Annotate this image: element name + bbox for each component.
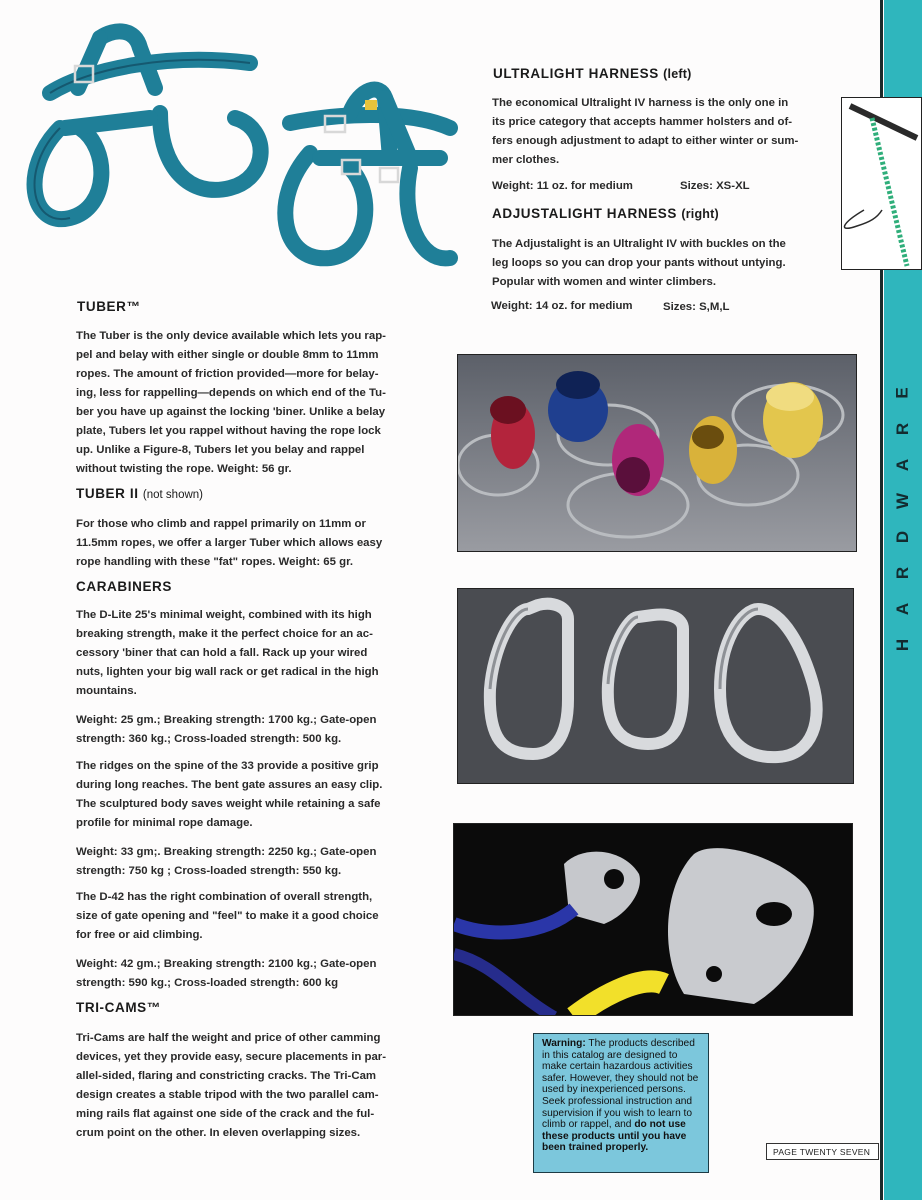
text-line: nuts, lighten your big wall rack or get radical in the high	[76, 666, 379, 678]
ultralight-weight: Weight: 11 oz. for medium	[492, 180, 633, 192]
text-line: design creates a stable tripod with the two parallel cam-	[76, 1089, 379, 1101]
text-line: strength: 750 kg ; Cross-loaded strength: 550 kg.	[76, 865, 342, 877]
text-line: fers enough adjustment to adapt to either winter or sum-	[492, 135, 799, 147]
adjustalight-description	[492, 235, 837, 292]
text-line: plate, Tubers let you rappel without having the rope lock	[76, 425, 381, 437]
carabiners-d42-description	[76, 888, 421, 945]
tuber2-heading	[76, 486, 203, 501]
text-line: The Tuber is the only device available which lets you rap-	[76, 330, 386, 342]
text-line: 11.5mm ropes, we offer a larger Tuber which allows easy	[76, 537, 383, 549]
text-line: without twisting the rope. Weight: 56 gr.	[76, 463, 292, 475]
tricams-heading: TRI-CAMS™	[76, 1000, 161, 1015]
section-letter: A	[893, 602, 912, 616]
text-line: Tri-Cams are half the weight and price of other camming	[76, 1032, 381, 1044]
tuber2-title: TUBER II	[76, 486, 139, 501]
text-line: cessory 'biner that can hold a fall. Rack up your wired	[76, 647, 368, 659]
text-line: ming rails flat against one side of the crack and the ful-	[76, 1108, 375, 1120]
ultralight-title-sub: (left)	[663, 67, 692, 81]
text-line: up. Unlike a Figure-8, Tubers let you belay and rappel	[76, 444, 365, 456]
text-line: allel-sided, flaring and constricting cracks. The Tri-Cam	[76, 1070, 377, 1082]
text-line: The sculptured body saves weight while retaining a safe	[76, 798, 381, 810]
warning-emphasis: do not use these products until you have been trained properly.	[542, 1119, 687, 1154]
carabiners-33-description	[76, 757, 421, 833]
section-letter: A	[893, 458, 912, 472]
tuber2-title-sub: (not shown)	[142, 489, 204, 501]
tricam-photo	[453, 823, 853, 1016]
adjustalight-sizes: Sizes: S,M,L	[663, 301, 730, 313]
section-label-hardware	[884, 375, 922, 663]
text-line: ing, less for rappelling—depends on which end of the Tu-	[76, 387, 386, 399]
text-line: mer clothes.	[492, 154, 560, 166]
harness-photo	[20, 18, 470, 288]
text-line: strength: 590 kg.; Cross-loaded strength: 600 kg	[76, 977, 339, 989]
carabiners-dlite25-specs	[76, 711, 421, 749]
text-line: The D-42 has the right combination of overall strength,	[76, 891, 373, 903]
tuber-description	[76, 327, 421, 479]
carabiners-heading: CARABINERS	[76, 579, 173, 594]
text-line: strength: 360 kg.; Cross-loaded strength: 500 kg.	[76, 733, 342, 745]
text-line: for free or aid climbing.	[76, 929, 203, 941]
text-line: rope handling with these "fat" ropes. Weight: 65 gr.	[76, 556, 354, 568]
ultralight-heading	[493, 66, 691, 81]
tuber-photo	[457, 354, 857, 552]
text-line: ropes. The amount of friction provided—more for belay-	[76, 368, 379, 380]
adjustalight-heading	[492, 206, 719, 221]
ultralight-description	[492, 94, 837, 170]
carabiners-dlite25-description	[76, 606, 421, 701]
text-line: The economical Ultralight IV harness is the only one in	[492, 97, 789, 109]
tuber-heading: TUBER™	[77, 299, 141, 314]
text-line: crum point on the other. In eleven overlapping sizes.	[76, 1127, 361, 1139]
text-line: The D-Lite 25's minimal weight, combined with its high	[76, 609, 372, 621]
text-line: For those who climb and rappel primarily on 11mm or	[76, 518, 366, 530]
carabiners-33-specs	[76, 843, 421, 881]
text-line: leg loops so you can drop your pants without untying.	[492, 257, 786, 269]
text-line: its price category that accepts hammer holsters and of-	[492, 116, 793, 128]
section-letter: E	[893, 387, 912, 399]
carabiner-photo	[457, 588, 854, 784]
text-line: The ridges on the spine of the 33 provide a positive grip	[76, 760, 379, 772]
text-line: pel and belay with either single or double 8mm to 11mm	[76, 349, 379, 361]
warning-text: The products described in this catalog are designed to make certain hazardous activities safer. However, they should not be used by inexperienced persons. Seek professional instruction and supervision if you wish to learn to climb or rappel, and	[542, 1038, 699, 1131]
ice-axe-image	[841, 97, 922, 270]
section-letter: H	[893, 638, 912, 652]
text-line: breaking strength, make it the perfect choice for an ac-	[76, 628, 373, 640]
tricams-description	[76, 1029, 421, 1143]
section-letter: R	[893, 422, 912, 436]
text-line: Weight: 33 gm;. Breaking strength: 2250 kg.; Gate-open	[76, 846, 377, 858]
page-number: PAGE TWENTY SEVEN	[766, 1143, 879, 1160]
text-line: ber you have up against the locking 'biner. Unlike a belay	[76, 406, 386, 418]
text-line: size of gate opening and "feel" to make it a good choice	[76, 910, 379, 922]
text-line: Weight: 25 gm.; Breaking strength: 1700 kg.; Gate-open	[76, 714, 377, 726]
text-line: Weight: 42 gm.; Breaking strength: 2100 kg.; Gate-open	[76, 958, 377, 970]
adjustalight-title: ADJUSTALIGHT HARNESS	[492, 206, 678, 221]
text-line: devices, yet they provide easy, secure placements in par-	[76, 1051, 387, 1063]
section-letter: D	[893, 530, 912, 544]
adjustalight-weight: Weight: 14 oz. for medium	[491, 300, 633, 312]
ultralight-sizes: Sizes: XS-XL	[680, 180, 750, 192]
ultralight-title: ULTRALIGHT HARNESS	[493, 66, 659, 81]
text-line: The Adjustalight is an Ultralight IV with buckles on the	[492, 238, 786, 250]
text-line: mountains.	[76, 685, 137, 697]
warning-notice	[533, 1033, 709, 1173]
carabiners-d42-specs	[76, 955, 421, 993]
tuber2-description	[76, 515, 421, 572]
adjustalight-title-sub: (right)	[681, 207, 719, 221]
section-letter: W	[892, 492, 912, 510]
text-line: Popular with women and winter climbers.	[492, 276, 717, 288]
text-line: during long reaches. The bent gate assures an easy clip.	[76, 779, 383, 791]
warning-label: Warning:	[542, 1038, 586, 1049]
text-line: profile for minimal rope damage.	[76, 817, 253, 829]
section-letter: R	[893, 566, 912, 580]
